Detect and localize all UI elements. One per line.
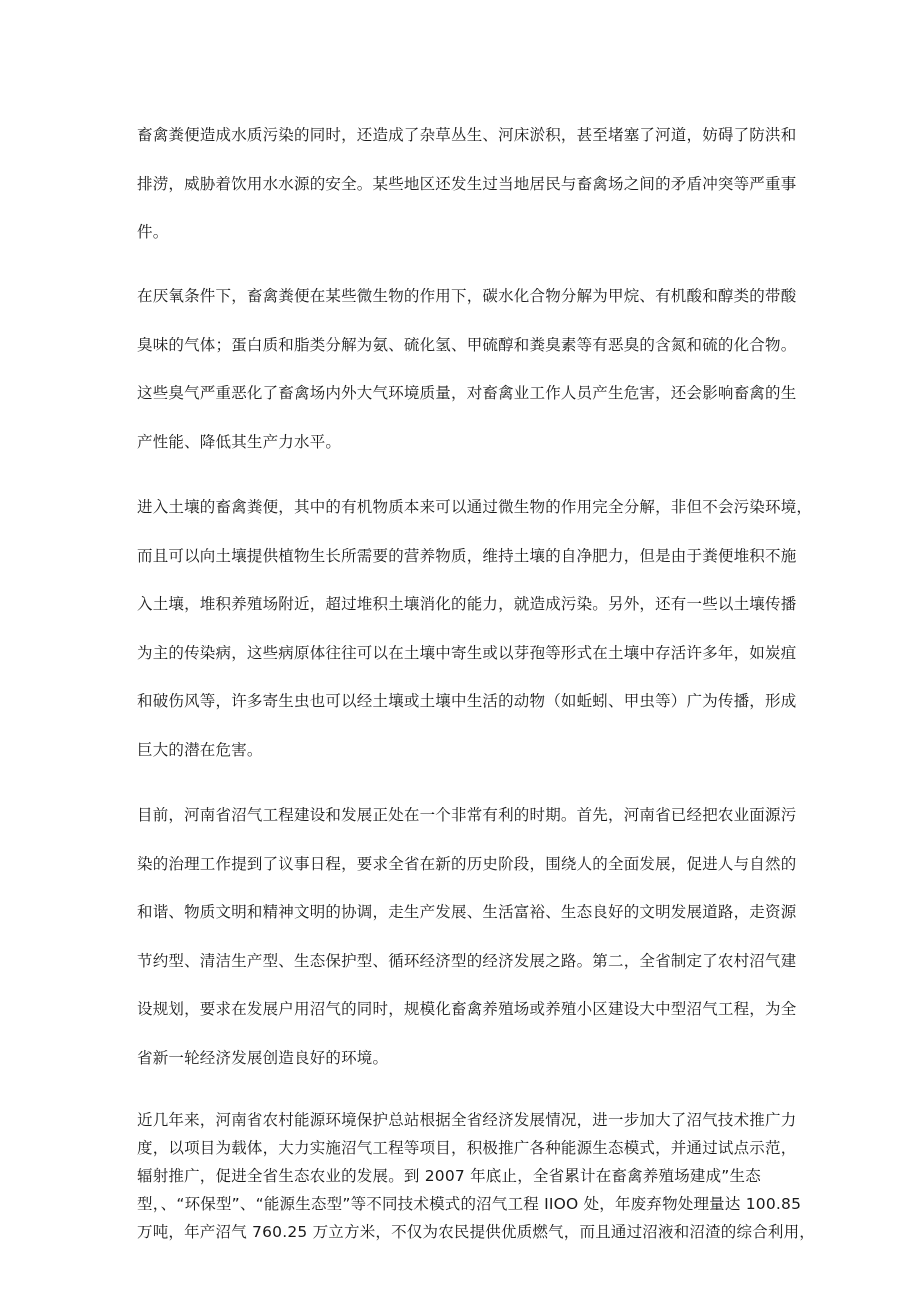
paragraph-3 [137, 497, 813, 788]
text-line: 节约型、清洁生产型、生态保护型、循环经济型的经济发展之路。第二，全省制定了农村沼气建 [137, 951, 797, 970]
text-line: 度，以项目为载体，大力实施沼气工程等项目，积极推广各种能源生态模式，并通过试点示范， [137, 1139, 797, 1157]
paragraph-5 [137, 1110, 815, 1250]
text-line: 省新一轮经济发展创造良好的环境。 [137, 1048, 389, 1067]
text-line: 而且可以向土壤提供植物生长所需要的营养物质，维持土壤的自净肥力，但是由于粪便堆积不施 [137, 546, 797, 565]
text-line: 排涝，威胁着饮用水水源的安全。某些地区还发生过当地居民与畜禽场之间的矛盾冲突等严重事 [137, 174, 797, 193]
text-line: 这些臭气严重恶化了畜禽场内外大气环境质量，对畜禽业工作人员产生危害，还会影响畜禽的生 [137, 384, 797, 402]
text-line: 臭味的气体；蛋白质和脂类分解为氨、硫化氢、甲硫醇和粪臭素等有恶臭的含氮和硫的化合物。 [137, 335, 797, 354]
text-line: 染的治理工作提到了议事日程，要求全省在新的历史阶段，围绕人的全面发展，促进人与自然的 [137, 854, 797, 873]
text-line: 巨大的潜在危害。 [137, 740, 263, 759]
text-line: 型，、“环保型”、“能源生态型”等不同技术模式的沼气工程 IIOO 处，年废弃物处理量达 100.85 [137, 1195, 802, 1213]
text-line: 近几年来，河南省农村能源环境保护总站根据全省经济发展情况，进一步加大了沼气技术推广力 [137, 1111, 797, 1129]
text-line: 产性能、降低其生产力水平。 [137, 432, 342, 451]
text-line: 畜禽粪便造成水质污染的同时，还造成了杂草丛生、河床淤积，甚至堵塞了河道，妨碍了防洪和 [137, 126, 797, 144]
text-line: 设规划，要求在发展户用沼气的同时，规模化畜禽养殖场或养殖小区建设大中型沼气工程，为全 [137, 1000, 797, 1018]
paragraph-4 [137, 805, 797, 1096]
paragraph-2 [137, 286, 797, 480]
text-line: 件。 [137, 223, 169, 241]
text-line: 为主的传染病，这些病原体往往可以在土壤中寄生或以芽孢等形式在土壤中存活许多年，如炭疽 [137, 643, 797, 662]
text-line: 进入土壤的畜禽粪便，其中的有机物质本来可以通过微生物的作用完全分解，非但不会污染环境， [137, 498, 813, 516]
text-line: 和谐、物质文明和精神文明的协调，走生产发展、生活富裕、生态良好的文明发展道路，走资源 [137, 903, 797, 921]
paragraph-1 [137, 125, 797, 271]
text-line: 在厌氧条件下，畜禽粪便在某些微生物的作用下，碳水化合物分解为甲烷、有机酸和醇类的带酸 [137, 287, 797, 305]
text-line: 辐射推广，促进全省生态农业的发展。到 2007 年底止，全省累计在畜禽养殖场建成”生态 [137, 1167, 761, 1185]
text-line: 万吨，年产沼气 760.25 万立方米，不仅为农民提供优质燃气，而且通过沼液和沼渣的综合利用， [137, 1223, 815, 1241]
text-line: 和破伤风等，许多寄生虫也可以经土壤或土壤中生活的动物（如蚯蚓、甲虫等）广为传播，形成 [137, 692, 797, 710]
text-line: 目前，河南省沼气工程建设和发展正处在一个非常有利的时期。首先，河南省已经把农业面源污 [137, 806, 797, 824]
text-line: 入土壤，堆积养殖场附近，超过堆积土壤消化的能力，就造成污染。另外，还有一些以土壤传播 [137, 595, 797, 613]
